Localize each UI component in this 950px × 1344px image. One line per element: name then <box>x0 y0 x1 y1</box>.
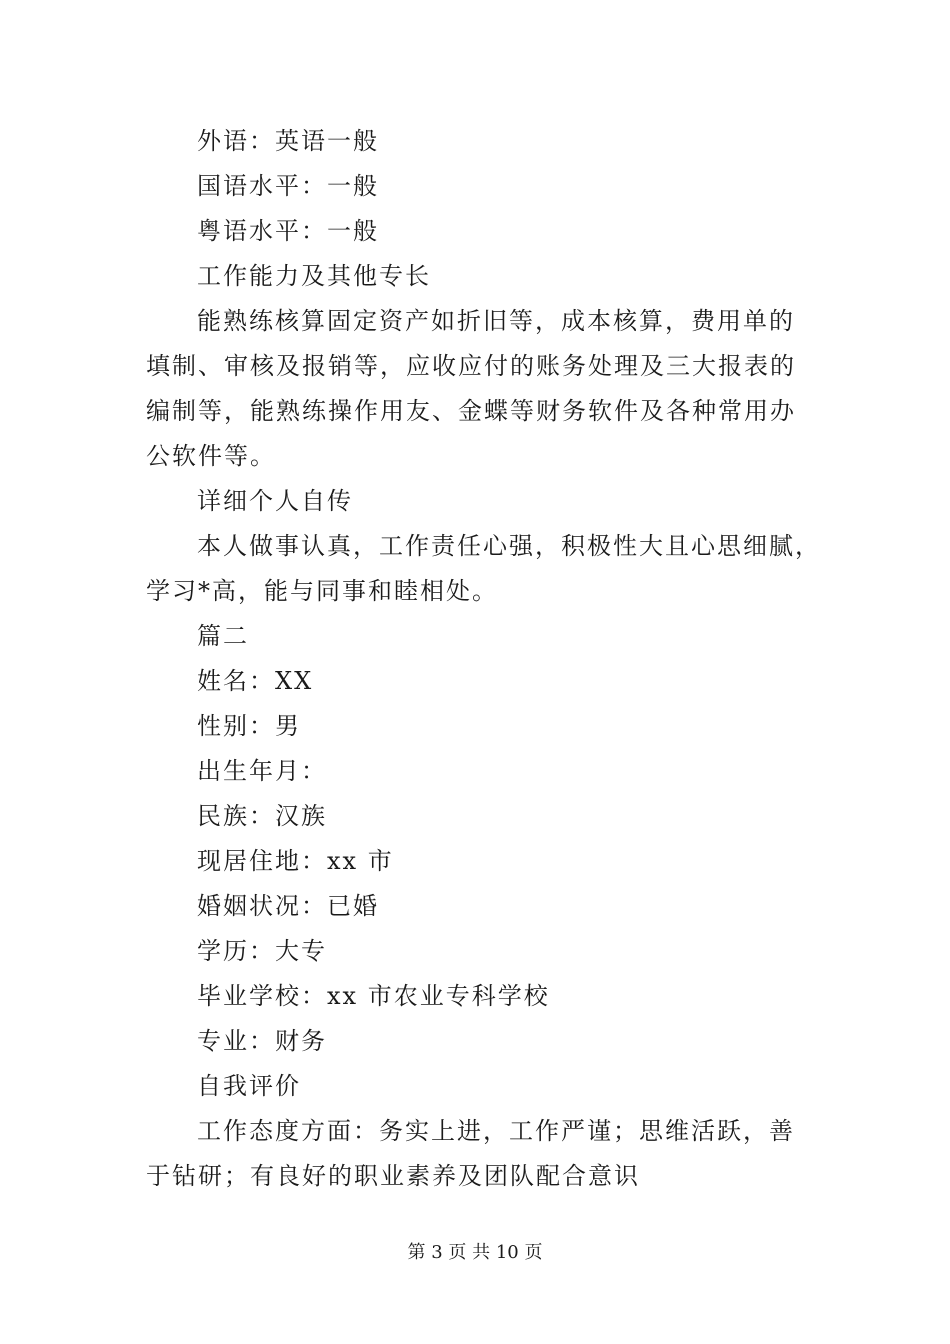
text-line-school: 毕业学校：xx 市农业专科学校 <box>197 982 550 1010</box>
text-line-marital-status: 婚姻状况：已婚 <box>197 892 379 920</box>
paragraph-line: 本人做事认真，工作责任心强，积极性大且心思细腻， <box>197 532 821 560</box>
text-line-mandarin-level: 国语水平：一般 <box>197 172 379 200</box>
paragraph-line: 能熟练核算固定资产如折旧等，成本核算，费用单的 <box>197 307 795 335</box>
text-line-birth-date: 出生年月： <box>197 757 327 785</box>
document-body <box>146 119 821 1199</box>
section-heading-work-ability: 工作能力及其他专长 <box>197 262 431 290</box>
paragraph-line: 于钻研；有良好的职业素养及团队配合意识 <box>146 1162 640 1190</box>
paragraph-autobiography <box>146 524 821 614</box>
text-line-residence: 现居住地：xx 市 <box>197 847 394 875</box>
section-heading-autobiography: 详细个人自传 <box>197 487 353 515</box>
paragraph-line: 公软件等。 <box>146 442 276 470</box>
text-line-major: 专业：财务 <box>197 1027 327 1055</box>
section-heading-part-two: 篇二 <box>197 622 249 650</box>
section-heading-self-evaluation: 自我评价 <box>197 1072 301 1100</box>
text-line-ethnicity: 民族：汉族 <box>197 802 327 830</box>
page-number-footer: 第 3 页 共 10 页 <box>407 1242 543 1263</box>
paragraph-line: 学习*高，能与同事和睦相处。 <box>146 577 498 605</box>
text-line-name: 姓名：XX <box>197 667 314 695</box>
text-line-education: 学历：大专 <box>197 937 327 965</box>
paragraph-line: 编制等，能熟练操作用友、金蝶等财务软件及各种常用办 <box>146 397 796 425</box>
paragraph-line: 填制、审核及报销等，应收应付的账务处理及三大报表的 <box>146 352 796 380</box>
text-line-gender: 性别：男 <box>197 712 301 740</box>
text-line-cantonese-level: 粤语水平：一般 <box>197 217 379 245</box>
paragraph-line: 工作态度方面：务实上进，工作严谨；思维活跃，善 <box>197 1117 795 1145</box>
paragraph-work-ability <box>146 299 811 479</box>
text-line-foreign-language: 外语：英语一般 <box>197 127 379 155</box>
paragraph-self-evaluation <box>146 1109 811 1199</box>
